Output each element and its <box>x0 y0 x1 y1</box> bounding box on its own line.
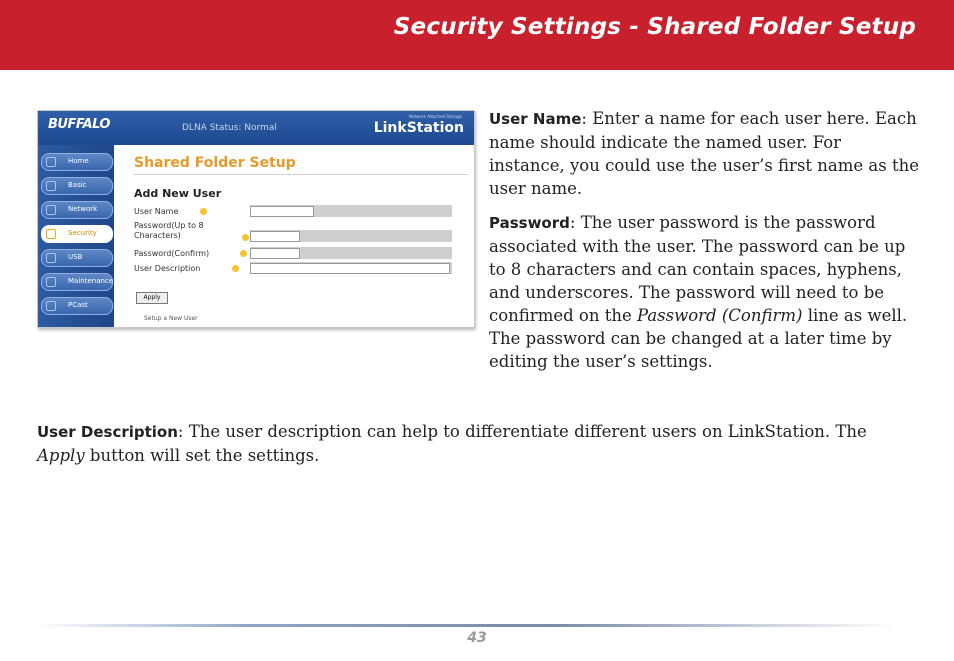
password-paragraph <box>489 211 919 373</box>
password-confirm-input <box>250 248 300 259</box>
dlna-status: DLNA Status: Normal <box>182 123 277 133</box>
screenshot-title: Shared Folder Setup <box>134 155 296 171</box>
page-title: Security Settings - Shared Folder Setup <box>393 14 916 40</box>
nav-icon <box>46 157 56 167</box>
help-icon <box>242 234 249 241</box>
user-description-input <box>250 263 450 274</box>
term-separator: : <box>581 109 593 128</box>
user-name-text: Enter a name for each user here. Each name should indicate the named user. For instance, you could use the user’s first name as the user name. <box>489 109 919 198</box>
screenshot-topbar <box>38 111 474 145</box>
term-user-name: User Name <box>489 110 582 128</box>
screenshot-main <box>118 145 474 327</box>
brand-subtitle: Network Attached Storage <box>409 114 462 119</box>
page-number: 43 <box>467 630 487 646</box>
field-label-user-description: User Description <box>134 264 201 273</box>
field-label-password-confirm: Password(Confirm) <box>134 249 210 258</box>
buffalo-logo: BUFFALO <box>48 117 110 132</box>
term-user-description: User Description <box>37 423 178 441</box>
apply-button: Apply <box>136 292 168 304</box>
field-label-user-name: User Name <box>134 207 179 216</box>
nav-home: Home <box>41 153 113 171</box>
nav-basic: Basic <box>41 177 113 195</box>
nav-icon <box>46 277 56 287</box>
title-divider <box>134 174 468 175</box>
password-text-1: The user password is the password associated with the user. The password can be up to 8 characters and can contain spaces, hyphens, and underscores. The password will need to be confirmed on the <box>489 213 906 325</box>
linkstation-brand: LinkStation <box>373 120 464 136</box>
password-confirm-ref: Password (Confirm) <box>636 306 803 325</box>
term-separator: : <box>569 213 581 232</box>
term-password: Password <box>489 214 570 232</box>
field-label-password: Password(Up to 8 Characters) <box>134 221 204 240</box>
nav-security: Security <box>41 225 113 243</box>
nav-icon <box>46 301 56 311</box>
user-name-input <box>250 206 314 217</box>
nav-usb: USB <box>41 249 113 267</box>
user-description-text-2: button will set the settings. <box>84 446 320 465</box>
help-icon <box>200 208 207 215</box>
footer-divider <box>37 624 897 627</box>
user-description-paragraph <box>37 420 917 467</box>
nav-icon <box>46 229 56 239</box>
nav-pcast: PCast <box>41 297 113 315</box>
password-input <box>250 231 300 242</box>
help-icon <box>240 250 247 257</box>
description-column <box>489 107 919 384</box>
password-text-2: line as well. The password can be changed at a later time by editing the user’s settings. <box>489 306 908 371</box>
nav-icon <box>46 253 56 263</box>
apply-ref: Apply <box>37 446 85 465</box>
nav-network: Network <box>41 201 113 219</box>
screenshot-subtitle: Add New User <box>134 187 222 200</box>
header-banner <box>0 0 954 70</box>
user-name-paragraph <box>489 107 919 200</box>
screenshot-sidebar <box>38 145 114 327</box>
term-separator: : <box>177 422 189 441</box>
linkstation-screenshot <box>37 110 475 328</box>
nav-maintenance: Maintenance <box>41 273 113 291</box>
setup-new-user-link: Setup a New User <box>144 315 198 322</box>
user-description-text-1: The user description can help to differentiate different users on LinkStation. The <box>188 422 867 441</box>
nav-icon <box>46 205 56 215</box>
nav-icon <box>46 181 56 191</box>
help-icon <box>232 265 239 272</box>
